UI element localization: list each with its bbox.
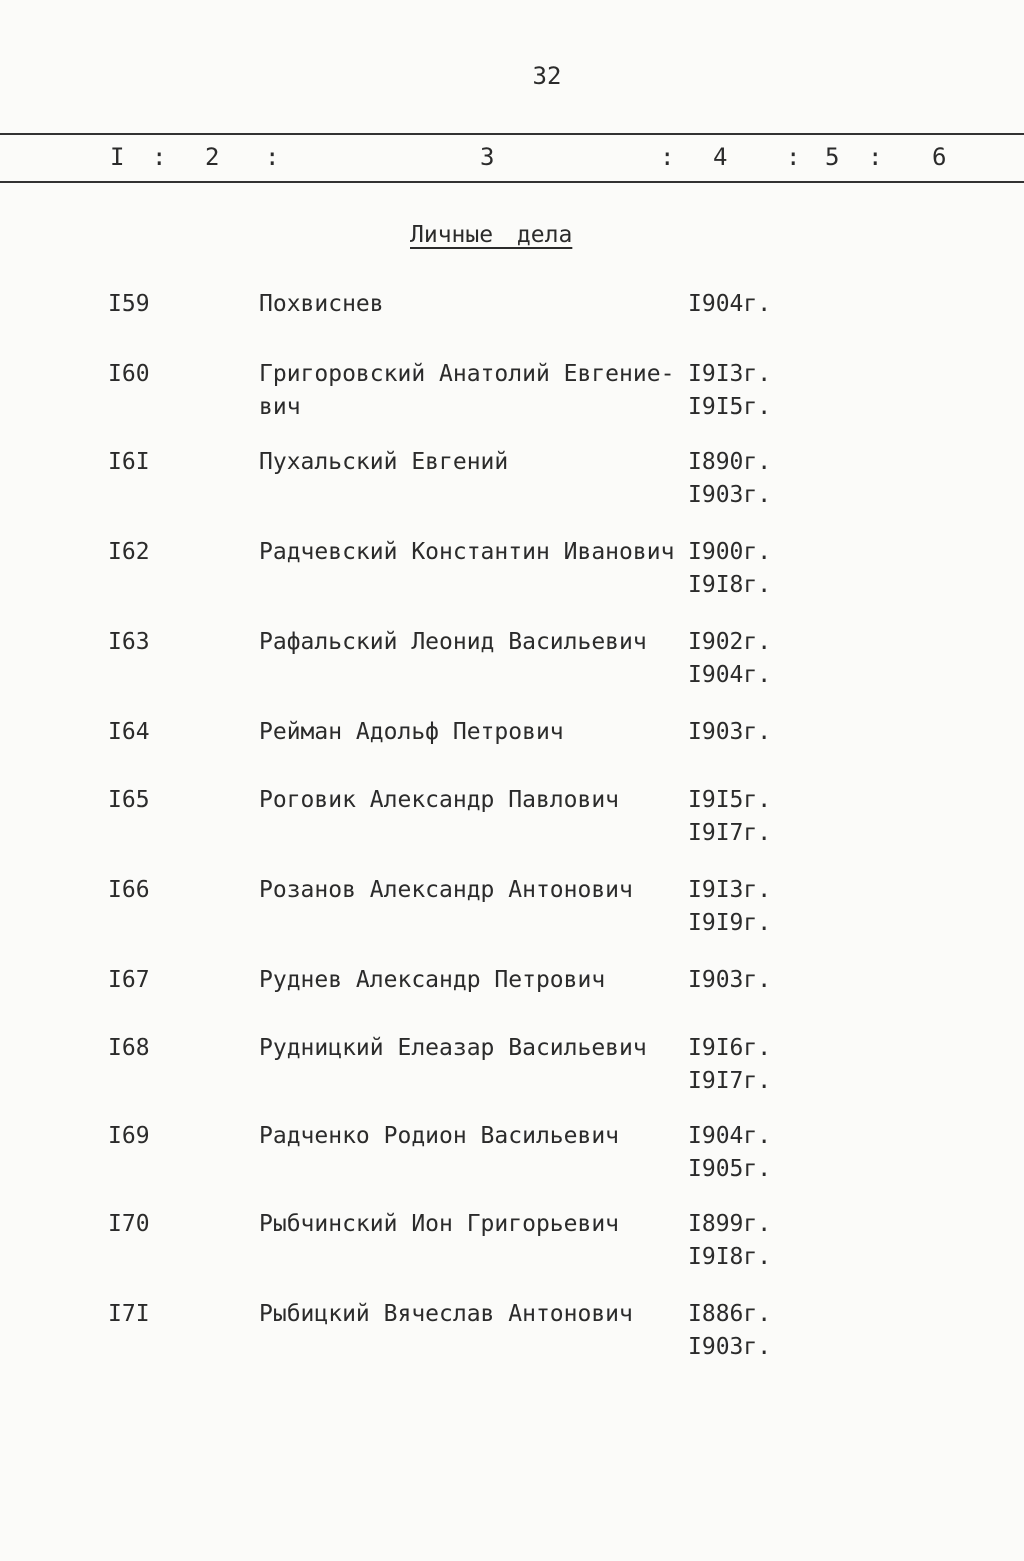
record-name-line: Рыбчинский Ион Григорьевич — [259, 1211, 620, 1237]
record-year: I905г. — [688, 1156, 772, 1182]
record-year: I904г. — [688, 1123, 772, 1149]
record-year: I9I9г. — [688, 910, 772, 936]
record-year: I9I6г. — [688, 1035, 772, 1061]
record-name — [259, 358, 674, 424]
record-years — [688, 1120, 771, 1186]
record-name — [259, 716, 564, 749]
record-number: I65 — [108, 787, 150, 813]
column-header-row — [0, 143, 1024, 173]
record-year: I904г. — [688, 662, 772, 688]
record-name — [259, 1298, 633, 1331]
record-years — [688, 716, 771, 749]
record-name — [259, 964, 605, 997]
record-number: I59 — [108, 291, 150, 317]
record-name — [259, 536, 674, 569]
record-year: I9I3г. — [688, 877, 772, 903]
page-number: 32 — [532, 62, 562, 90]
record-year: I903г. — [688, 719, 772, 745]
record-name-line: Радченко Родион Васильевич — [259, 1123, 620, 1149]
record-year: I9I8г. — [688, 572, 772, 598]
record-number: I6I — [108, 449, 150, 475]
record-name — [259, 446, 508, 479]
record-name — [259, 874, 633, 907]
record-name-line: Роговик Александр Павлович — [259, 787, 620, 813]
record-year: I900г. — [688, 539, 772, 565]
column-separator: : — [265, 143, 280, 171]
record-number: I62 — [108, 539, 150, 565]
record-year: I9I5г. — [688, 787, 772, 813]
record-year: I903г. — [688, 1334, 772, 1360]
record-name-line: Рудницкий Елеазар Васильевич — [259, 1035, 647, 1061]
record-year: I9I7г. — [688, 1068, 772, 1094]
record-name — [259, 1032, 647, 1065]
record-number: I68 — [108, 1035, 150, 1061]
column-separator: : — [868, 143, 883, 171]
header-bottom-rule — [0, 181, 1024, 183]
column-separator: : — [660, 143, 675, 171]
record-number: I67 — [108, 967, 150, 993]
record-year: I904г. — [688, 291, 772, 317]
record-year: I903г. — [688, 482, 772, 508]
record-years — [688, 1032, 771, 1098]
record-name-line: Розанов Александр Антонович — [259, 877, 633, 903]
record-number: I60 — [108, 361, 150, 387]
record-year: I9I7г. — [688, 820, 772, 846]
record-year: I902г. — [688, 629, 772, 655]
record-year: I886г. — [688, 1301, 772, 1327]
record-number: I7I — [108, 1301, 150, 1327]
record-years — [688, 626, 771, 692]
record-number: I69 — [108, 1123, 150, 1149]
record-name — [259, 626, 647, 659]
header-top-rule — [0, 133, 1024, 135]
column-header-2: 2 — [205, 143, 220, 171]
record-name-line: Рафальский Леонид Васильевич — [259, 629, 647, 655]
record-number: I66 — [108, 877, 150, 903]
record-number: I64 — [108, 719, 150, 745]
column-header-5: 5 — [825, 143, 840, 171]
column-separator: : — [152, 143, 167, 171]
record-years — [688, 536, 771, 602]
record-number: I70 — [108, 1211, 150, 1237]
record-year: I9I3г. — [688, 361, 772, 387]
record-year: I903г. — [688, 967, 772, 993]
record-name-line: Григоровский Анатолий Евгение- — [259, 361, 675, 387]
record-name — [259, 288, 384, 321]
column-header-3: 3 — [480, 143, 495, 171]
record-years — [688, 874, 771, 940]
column-header-6: 6 — [932, 143, 947, 171]
record-years — [688, 1298, 771, 1364]
record-year: I9I8г. — [688, 1244, 772, 1270]
record-year: I890г. — [688, 449, 772, 475]
record-name-line: Рейман Адольф Петрович — [259, 719, 564, 745]
record-name — [259, 1208, 619, 1241]
section-title: Личные дела — [410, 222, 573, 248]
record-years — [688, 288, 771, 321]
record-name-line: Радчевский Константин Иванович — [259, 539, 675, 565]
record-name — [259, 784, 619, 817]
record-name-line: Похвиснев — [259, 291, 384, 317]
record-number: I63 — [108, 629, 150, 655]
record-name-line: Руднев Александр Петрович — [259, 967, 606, 993]
record-years — [688, 784, 771, 850]
record-name — [259, 1120, 619, 1153]
record-name-line: Рыбицкий Вячеслав Антонович — [259, 1301, 633, 1327]
column-header-4: 4 — [713, 143, 728, 171]
record-year: I899г. — [688, 1211, 772, 1237]
record-name-line: вич — [259, 394, 301, 420]
record-years — [688, 358, 771, 424]
record-years — [688, 1208, 771, 1274]
record-years — [688, 446, 771, 512]
column-header-1: I — [110, 143, 125, 171]
record-years — [688, 964, 771, 997]
column-separator: : — [786, 143, 801, 171]
record-year: I9I5г. — [688, 394, 772, 420]
record-name-line: Пухальский Евгений — [259, 449, 509, 475]
